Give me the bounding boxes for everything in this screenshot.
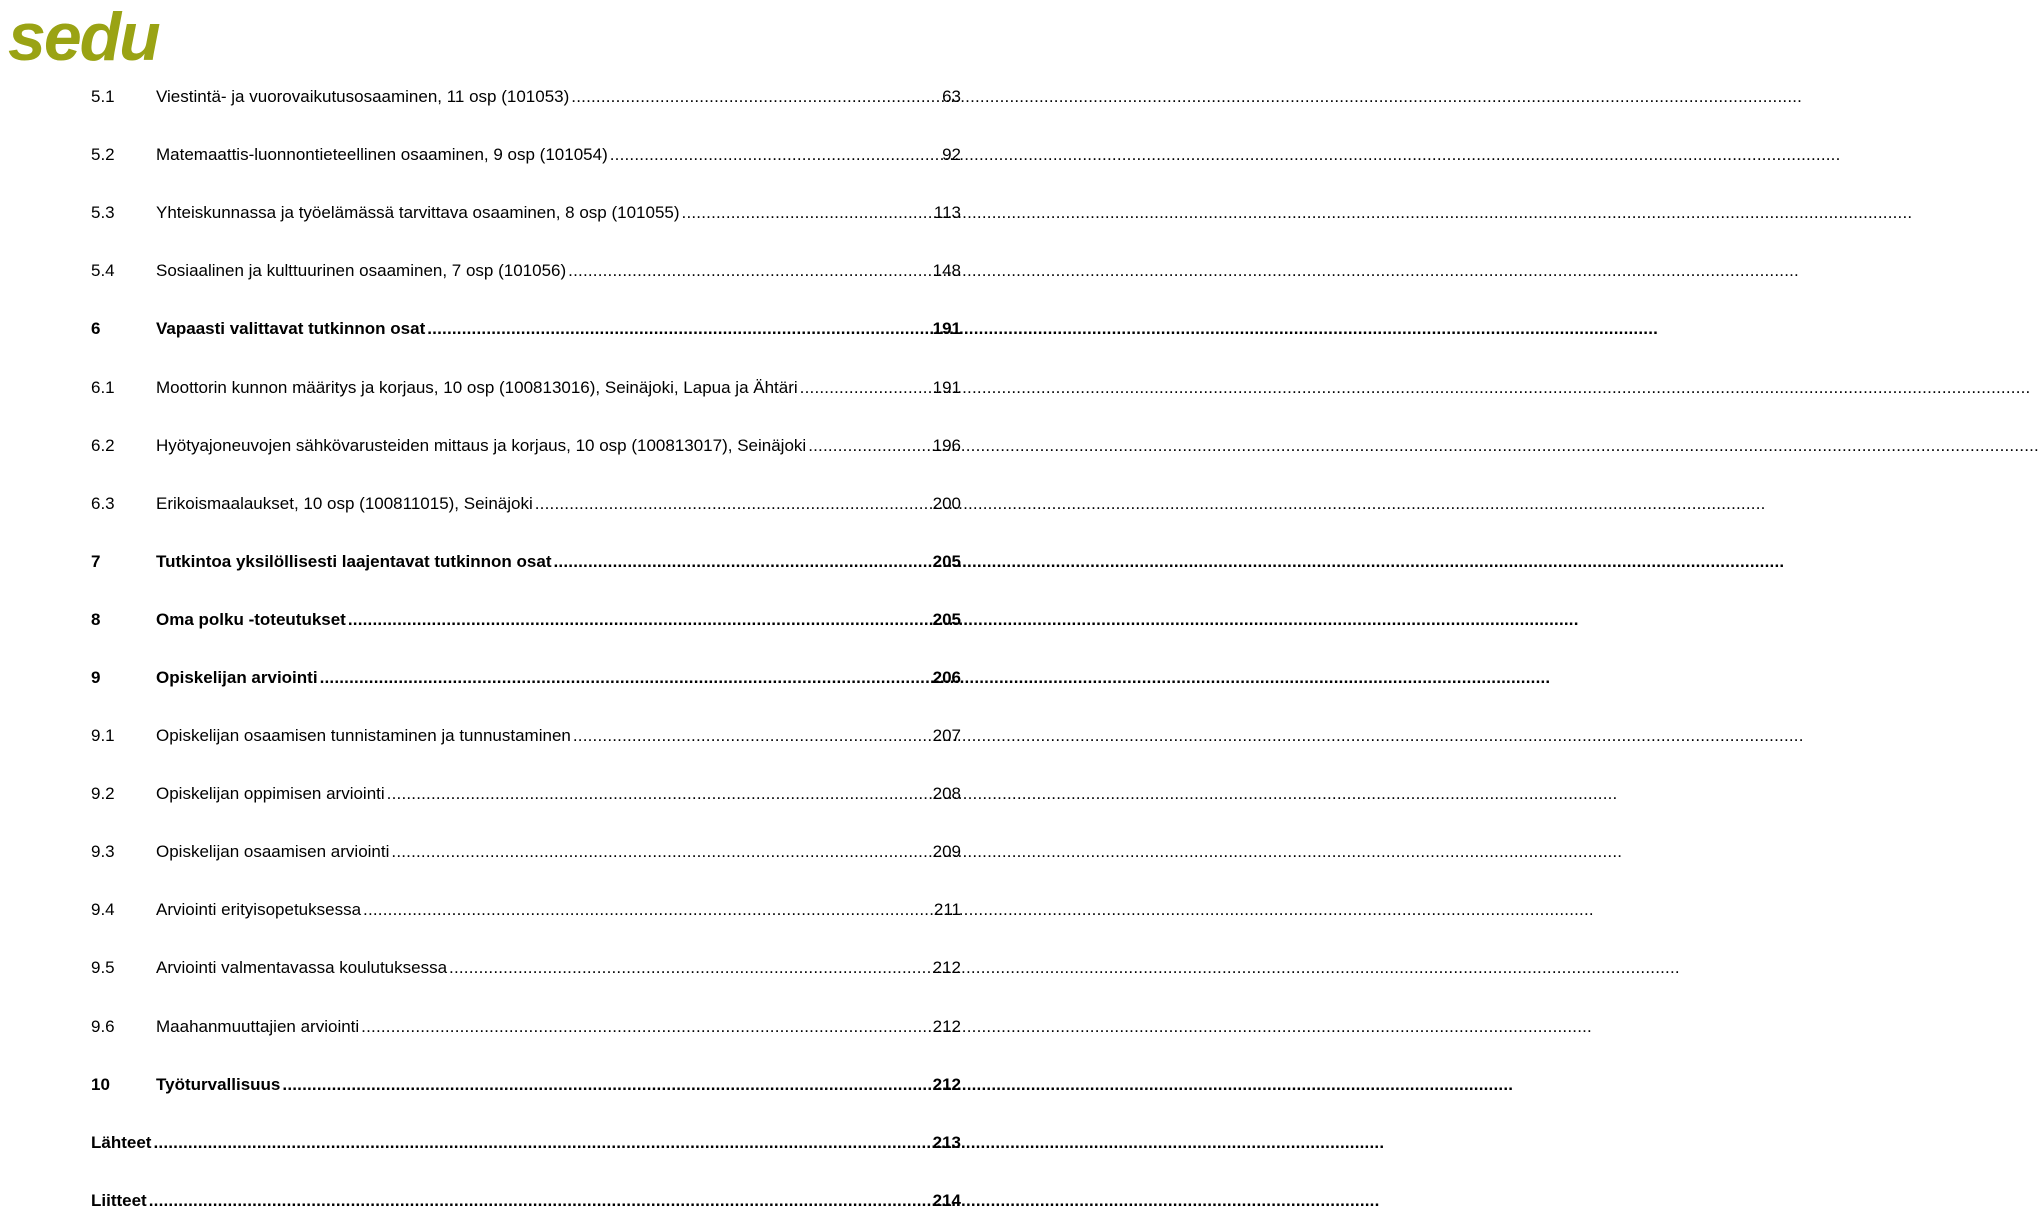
- toc-entry[interactable]: [91, 823, 961, 881]
- toc-dot-leader: [610, 145, 940, 165]
- toc-entry-title: Arviointi erityisopetuksessa: [156, 900, 362, 920]
- toc-entry-number: 9.6: [91, 1016, 115, 1036]
- toc-entry-page: 209: [932, 842, 961, 862]
- toc-entry-page: 212: [932, 1016, 961, 1036]
- toc-dot-leader: [391, 842, 930, 862]
- toc-entry-page: 191: [932, 377, 961, 397]
- toc-dot-leader: [800, 378, 931, 398]
- toc-entry-title: Liitteet: [91, 1190, 147, 1210]
- toc-entry-title: Matemaattis-luonnontieteellinen osaaminen, 9 osp (101054): [156, 145, 608, 165]
- toc-dot-leader: [808, 436, 930, 456]
- toc-entry-page: 212: [932, 958, 961, 978]
- toc-dot-leader: [320, 668, 931, 688]
- toc-entry[interactable]: [91, 68, 961, 126]
- toc-entry[interactable]: [91, 242, 961, 300]
- toc-entry-title: Opiskelijan arviointi: [156, 667, 318, 687]
- toc-entry-number: 9.3: [91, 842, 115, 862]
- toc-entry-title: Erikoismaalaukset, 10 osp (100811015), Seinäjoki: [156, 493, 533, 513]
- toc-dot-leader: [573, 726, 931, 746]
- toc-entry-number: 6.1: [91, 377, 115, 397]
- toc-entry-page: 208: [932, 784, 961, 804]
- toc-entry-page: 191: [932, 319, 961, 339]
- toc-entry-number: 5.3: [91, 203, 115, 223]
- toc-entry-page: 212: [932, 1074, 961, 1094]
- toc-entry-number: 9: [91, 667, 101, 687]
- toc-entry[interactable]: [91, 417, 961, 475]
- toc-entry-title: Opiskelijan oppimisen arviointi: [156, 784, 385, 804]
- toc-dot-leader: [449, 958, 931, 978]
- toc-dot-leader: [153, 1133, 930, 1153]
- toc-entry-title: Yhteiskunnassa ja työelämässä tarvittava osaaminen, 8 osp (101055): [156, 203, 680, 223]
- toc-entry[interactable]: [91, 998, 961, 1056]
- toc-entry-page: 148: [932, 261, 961, 281]
- toc-entry[interactable]: [91, 300, 961, 358]
- toc-entry[interactable]: [91, 184, 961, 242]
- toc-entry[interactable]: [91, 126, 961, 184]
- toc-entry[interactable]: [91, 475, 961, 533]
- toc-entry-title: Opiskelijan osaamisen arviointi: [156, 842, 390, 862]
- toc-entry[interactable]: [91, 939, 961, 997]
- toc-entry[interactable]: [91, 649, 961, 707]
- toc-entry-title: Moottorin kunnon määritys ja korjaus, 10 osp (100813016), Seinäjoki, Lapua ja Ähtäri: [156, 377, 798, 397]
- toc-entry-number: 6: [91, 319, 101, 339]
- toc-entry-page: 200: [932, 493, 961, 513]
- toc-entry-number: 6.3: [91, 493, 115, 513]
- toc-entry-page: 205: [932, 551, 961, 571]
- toc-dot-leader: [282, 1075, 930, 1095]
- toc-dot-leader: [363, 900, 932, 920]
- toc-entry-page: 207: [932, 726, 961, 746]
- toc-entry-number: 5.4: [91, 261, 115, 281]
- toc-entry-title: Arviointi valmentavassa koulutuksessa: [156, 958, 448, 978]
- toc-entry[interactable]: [91, 533, 961, 591]
- toc-entry-page: 113: [933, 203, 961, 223]
- toc-entry-page: 196: [932, 435, 961, 455]
- toc-entry-title: Viestintä- ja vuorovaikutusosaaminen, 11 osp (101053): [156, 87, 570, 107]
- toc-entry[interactable]: [91, 881, 961, 939]
- toc-dot-leader: [682, 203, 932, 223]
- toc-dot-leader: [568, 261, 930, 281]
- toc-entry-title: Maahanmuuttajien arviointi: [156, 1016, 360, 1036]
- toc-entry-title: Hyötyajoneuvojen sähkövarusteiden mittaus ja korjaus, 10 osp (100813017), Seinäjoki: [156, 435, 807, 455]
- toc-dot-leader: [348, 610, 931, 630]
- toc-dot-leader: [149, 1191, 931, 1211]
- toc-entry[interactable]: [91, 1114, 961, 1172]
- toc-entry-title: Työturvallisuus: [156, 1074, 281, 1094]
- toc-entry-number: 9.2: [91, 784, 115, 804]
- toc-entry-number: 5.1: [91, 87, 115, 107]
- toc-entry-page: 205: [932, 609, 961, 629]
- toc-dot-leader: [571, 87, 940, 107]
- toc-entry-page: 211: [933, 900, 961, 920]
- toc-entry-title: Tutkintoa yksilöllisesti laajentavat tutkinnon osat: [156, 551, 552, 571]
- toc-entry[interactable]: [91, 358, 961, 416]
- toc-entry-page: 63: [942, 87, 961, 107]
- toc-dot-leader: [387, 784, 931, 804]
- toc-dot-leader: [427, 319, 930, 339]
- toc-dot-leader: [535, 494, 931, 514]
- toc-entry-page: 213: [932, 1132, 961, 1152]
- toc-entry-page: 214: [932, 1190, 961, 1210]
- toc-entry-number: 9.4: [91, 900, 115, 920]
- sedu-logo-text: sedu: [8, 0, 159, 75]
- toc-entry[interactable]: [91, 591, 961, 649]
- toc-entry-number: 5.2: [91, 145, 115, 165]
- toc-dot-leader: [361, 1017, 930, 1037]
- toc-entry[interactable]: [91, 765, 961, 823]
- toc-entry-title: Vapaasti valittavat tutkinnon osat: [156, 319, 426, 339]
- toc-entry[interactable]: [91, 1056, 961, 1114]
- toc-dot-leader: [554, 552, 931, 572]
- toc-entry-title: Lähteet: [91, 1132, 152, 1152]
- toc-entry-number: 9.5: [91, 958, 115, 978]
- toc-entry-number: 9.1: [91, 726, 115, 746]
- toc-entry-title: Sosiaalinen ja kulttuurinen osaaminen, 7 osp (101056): [156, 261, 567, 281]
- table-of-contents: [91, 68, 961, 1230]
- toc-entry-page: 92: [942, 145, 961, 165]
- toc-entry-number: 10: [91, 1074, 110, 1094]
- toc-entry-number: 7: [91, 551, 101, 571]
- toc-entry-page: 206: [932, 667, 961, 687]
- toc-entry-title: Oma polku -toteutukset: [156, 609, 346, 629]
- toc-entry-title: Opiskelijan osaamisen tunnistaminen ja tunnustaminen: [156, 726, 571, 746]
- toc-entry[interactable]: [91, 707, 961, 765]
- toc-entry[interactable]: [91, 1172, 961, 1230]
- toc-entry-number: 8: [91, 609, 101, 629]
- toc-entry-number: 6.2: [91, 435, 115, 455]
- sedu-logo: [8, 0, 178, 75]
